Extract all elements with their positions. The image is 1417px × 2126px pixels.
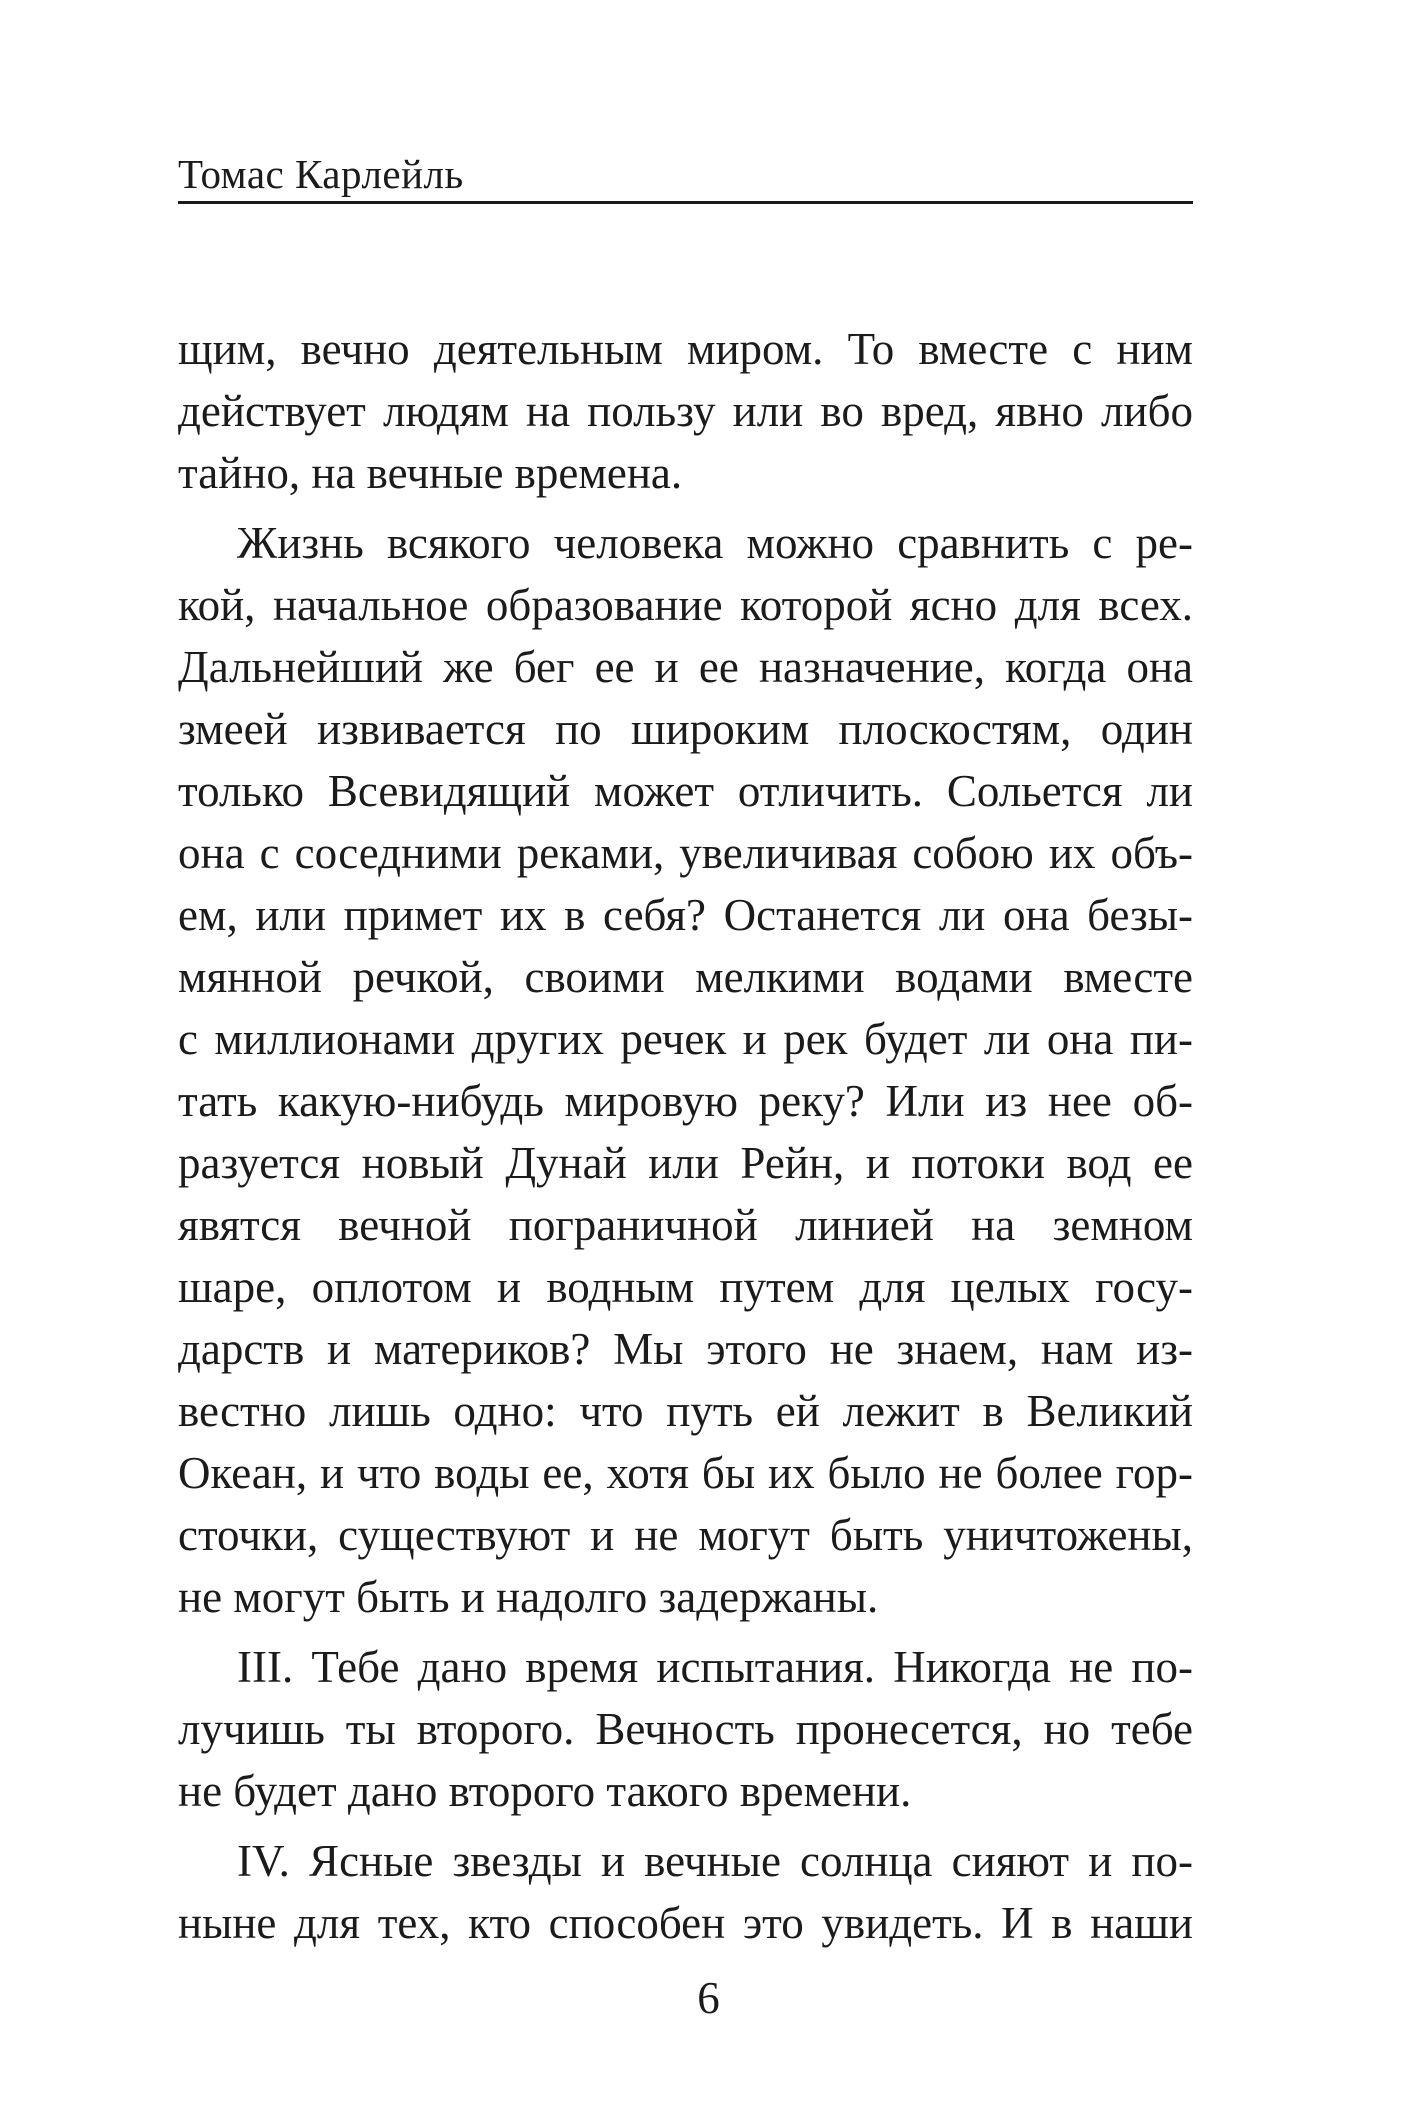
text-line: шаре, оплотом и водным путем для целых госу-	[178, 1262, 1193, 1312]
text-line: не будет дано второго такого времени.	[178, 1766, 912, 1816]
text-line: не могут быть и надолго задержаны.	[178, 1572, 879, 1622]
text-line: она с соседними реками, увеличивая собою их объ-	[178, 828, 1193, 878]
text-line: щим, вечно деятельным миром. То вместе с ним	[178, 324, 1193, 374]
text-line: лучишь ты второго. Вечность пронесется, но тебе	[178, 1704, 1193, 1754]
paragraph-4	[178, 1830, 1193, 1954]
text-line: дарств и материков? Мы этого не знаем, нам из-	[178, 1324, 1193, 1374]
text-line: ем, или примет их в себя? Останется ли она безы-	[178, 890, 1193, 940]
text-line: вестно лишь одно: что путь ей лежит в Великий	[178, 1386, 1193, 1436]
text-line: мянной речкой, своими мелкими водами вместе	[178, 952, 1193, 1002]
text-line: только Всевидящий может отличить. Сольется ли	[178, 766, 1193, 816]
header-rule	[178, 201, 1193, 204]
text-line: Дальнейший же бег ее и ее назначение, когда она	[178, 642, 1193, 692]
paragraph-3	[178, 1636, 1193, 1822]
text-line: тайно, на вечные времена.	[178, 448, 683, 498]
body-text	[178, 318, 1193, 1954]
paragraph-1	[178, 318, 1193, 504]
text-line: тать какую-нибудь мировую реку? Или из нее об-	[178, 1076, 1193, 1126]
text-line: Океан, и что воды ее, хотя бы их было не более гор-	[178, 1448, 1193, 1498]
paragraph-2	[178, 512, 1193, 1628]
text-line: действует людям на пользу или во вред, явно либо	[178, 386, 1193, 436]
text-line: явятся вечной пограничной линией на земном	[178, 1200, 1193, 1250]
text-line: кой, начальное образование которой ясно для всех.	[178, 580, 1193, 630]
text-line: ныне для тех, кто способен это увидеть. И в наши	[178, 1898, 1193, 1948]
text-line: змеей извивается по широким плоскостям, один	[178, 704, 1193, 754]
text-line: Жизнь всякого человека можно сравнить с ре-	[237, 518, 1193, 568]
text-line: сточки, существуют и не могут быть уничтожены,	[178, 1510, 1193, 1560]
author-name: Томас Карлейль	[178, 151, 464, 197]
text-line: разуется новый Дунай или Рейн, и потоки вод ее	[178, 1138, 1193, 1188]
text-line: III. Тебе дано время испытания. Никогда не по-	[237, 1642, 1193, 1692]
running-head	[178, 148, 1193, 200]
page-number: 6	[697, 1973, 720, 2023]
text-line: IV. Ясные звезды и вечные солнца сияют и по-	[237, 1836, 1193, 1886]
text-line: с миллионами других речек и рек будет ли она пи-	[178, 1014, 1193, 1064]
